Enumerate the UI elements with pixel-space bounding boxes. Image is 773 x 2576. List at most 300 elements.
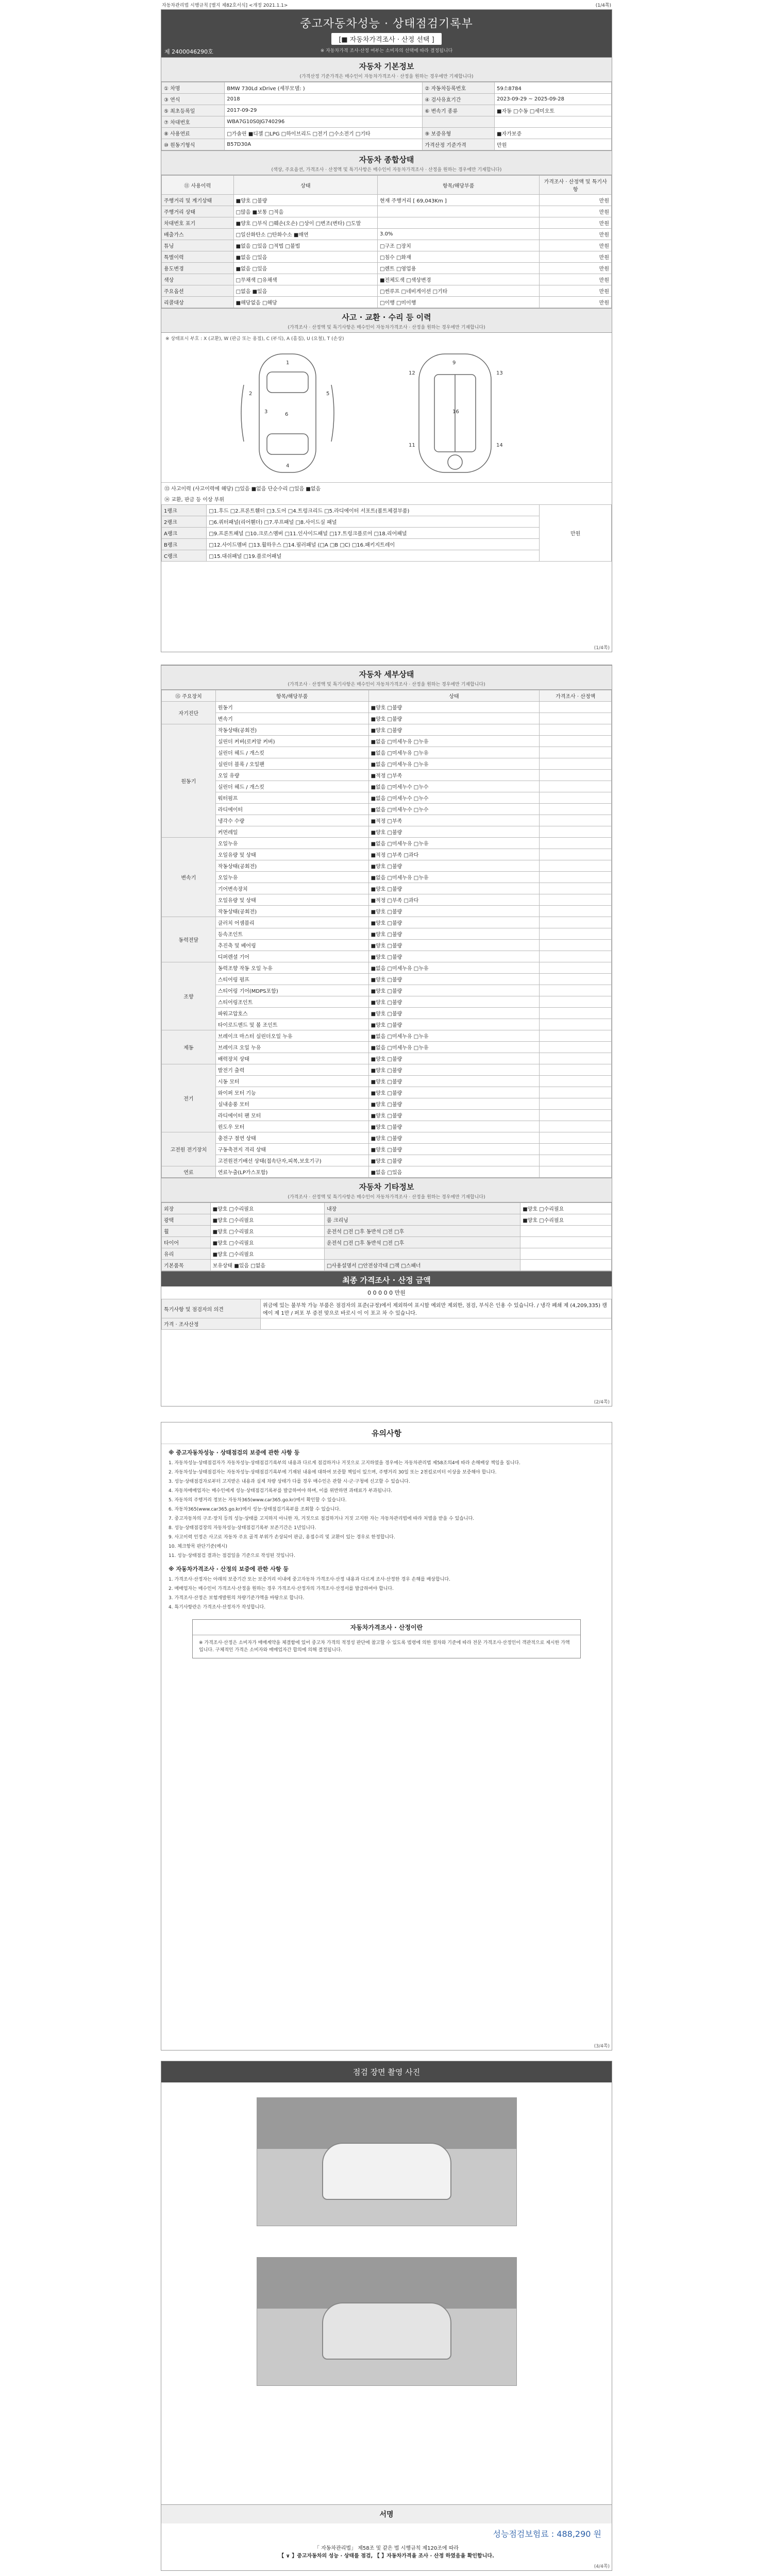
overall-item-state: □없음 ■있음 [233, 285, 377, 297]
detail-price [540, 838, 612, 849]
opinion-label: 특기사항 및 점검자의 의견 [162, 1299, 261, 1318]
part-number-12: 12 [409, 370, 415, 376]
detail-item: 윈도우 모터 [215, 1121, 368, 1132]
overall-row [162, 217, 612, 229]
detail-row [162, 940, 612, 951]
rank-row [162, 505, 612, 516]
overall-row [162, 206, 612, 217]
detail-price [540, 804, 612, 815]
detail-state: ■양호 □불량 [368, 1144, 540, 1155]
basic-label [423, 116, 495, 128]
detail-item: 오일유량 및 상태 [215, 894, 368, 906]
law-line-1: 「 자동차관리법」 제58조 및 같은 법 시행규칙 제120조에 따라 [314, 2546, 459, 2551]
detail-row [162, 770, 612, 781]
detail-price [540, 1053, 612, 1064]
detail-item: 기어변속장치 [215, 883, 368, 894]
etc-row [162, 1203, 612, 1214]
detail-item: 스티어링 기어(MDPS포함) [215, 985, 368, 996]
basic-value: 2018 [225, 94, 423, 105]
basic-row [162, 116, 612, 128]
detail-item: 디퍼렌셜 기어 [215, 951, 368, 962]
detail-row [162, 1076, 612, 1087]
detail-item: 오일누유 [215, 872, 368, 883]
overall-item-state: ■양호 □불량 [233, 195, 377, 206]
etc-cell [520, 1248, 612, 1260]
detail-state: ■양호 □불량 [368, 1098, 540, 1110]
detail-price [540, 928, 612, 940]
basic-label: ② 자동차등록번호 [423, 82, 495, 94]
detail-state: ■양호 □불량 [368, 1132, 540, 1144]
etc-title: 자동차 기타정보 [161, 1178, 612, 1193]
detail-state: ■없음 □미세누수 □누수 [368, 804, 540, 815]
detail-row [162, 1098, 612, 1110]
basic-value: 2017-09-29 [225, 105, 423, 116]
detail-row [162, 985, 612, 996]
detail-group-name: 전기 [162, 1064, 216, 1132]
detail-item: 실린더 헤드 / 개스킷 [215, 747, 368, 758]
overall-item-name: 주요옵션 [162, 285, 234, 297]
price-definition-text: ※ 가격조사·산정은 소비자가 매매계약을 체결함에 있어 중고차 가격의 적정성 판단에 참고할 수 있도록 법령에 의한 절차와 기준에 따라 전문 가격조사·산정인이 객관적으로 제시한 가액입니다. 구체적인 가격은 소비자와 매매업자간 합의에 의해 결정됩니다. [199, 1640, 570, 1653]
detail-state: ■양호 □불량 [368, 826, 540, 838]
detail-row [162, 1155, 612, 1166]
detail-state: ■없음 □미세누수 □누수 [368, 792, 540, 804]
detail-row [162, 1132, 612, 1144]
insurance-fee-label: 성능점검보험료 : [493, 2529, 554, 2539]
detail-subtitle: (가격조사 · 산정액 및 특기사항은 매수인이 자동차가격조사 · 산정을 원하는 경우에만 기재합니다) [161, 681, 612, 690]
overall-item-detail: □이행 □미이행 [378, 297, 540, 308]
etc-row [162, 1260, 612, 1271]
page-3-number: (3/4쪽) [594, 2044, 610, 2049]
detail-row [162, 894, 612, 906]
detail-row [162, 826, 612, 838]
detail-row [162, 1110, 612, 1121]
part-number-4: 4 [286, 463, 290, 469]
overall-item-detail [378, 206, 540, 217]
page-2-number: (2/4쪽) [594, 1400, 610, 1405]
detail-title: 자동차 세부상태 [161, 665, 612, 681]
detail-state: ■양호 □불량 [368, 1087, 540, 1098]
final-amount: 0 0 0 0 0 만원 [367, 1290, 406, 1296]
detail-state: ■양호 □불량 [368, 1064, 540, 1076]
detail-row [162, 849, 612, 860]
basic-label: ③ 연식 [162, 94, 225, 105]
notice-item: 7. 중고자동차의 구조·장치 등의 성능·상태를 고지하지 아니한 자, 거짓으로 점검하거나 거짓 고지한 자는 자동차관리법에 따라 처벌을 받을 수 있습니다. [169, 1516, 475, 1521]
notice-item: 1. 자동차성능·상태점검자가 자동차성능·상태점검기록부의 내용과 다르게 점검하거나 거짓으로 고지하였을 경우에는 자동차관리법 제58조의4에 따라 손해배상 책임을 집니다. [169, 1461, 520, 1466]
notice-item: 8. 성능·상태점검장의 자동차성능·상태점검기록부 보존기간은 1년입니다. [169, 1526, 316, 1531]
detail-row [162, 792, 612, 804]
document-title: 중고자동차성능 · 상태점검기록부 [300, 18, 473, 30]
detail-item: 커먼레일 [215, 826, 368, 838]
part-number-11: 11 [409, 443, 415, 448]
detail-price [540, 1166, 612, 1178]
rank-parts: □9.프론트패널 □10.크로스멤버 □11.인사이드패널 □17.트렁크플로어 □18.리어패널 [207, 528, 540, 539]
overall-header-row [162, 176, 612, 195]
overall-item-detail: 3.0% [378, 229, 540, 240]
detail-state: ■양호 □불량 [368, 996, 540, 1008]
overall-item-name: 리콜대상 [162, 297, 234, 308]
detail-row [162, 872, 612, 883]
detail-price [540, 1008, 612, 1019]
etc-cell: 외장 [162, 1203, 211, 1214]
overall-item-state: ■없음 □있음 □적법 □불법 [233, 240, 377, 251]
etc-cell [520, 1226, 612, 1237]
detail-group-name: 제동 [162, 1030, 216, 1064]
basic-value: ■자가보증 [495, 128, 612, 139]
detail-item: 와이퍼 모터 기능 [215, 1087, 368, 1098]
detail-item: 타이로드엔드 및 볼 조인트 [215, 1019, 368, 1030]
detail-item: 오일누유 [215, 838, 368, 849]
page-3 [161, 1422, 612, 2050]
detail-state: ■없음 □미세누유 □누유 [368, 1042, 540, 1053]
rank-label: A랭크 [162, 528, 207, 539]
law-line-2: 【 ∨ 】중고자동차의 성능 · 상태를 점검, 【 】자동차가격을 조사 · 산정 하였음을 확인합니다. [279, 2553, 494, 2559]
detail-row [162, 838, 612, 849]
insurance-fee-value: 488,290 원 [557, 2529, 601, 2539]
overall-item-state: □많음 ■보통 □적음 [233, 206, 377, 217]
notice-item: 6. 자동차365(www.car365.go.kr)에서 성능·상태점검기록부를 조회할 수 있습니다. [169, 1507, 341, 1512]
final-title: 최종 가격조사 · 산정 금액 [161, 1271, 612, 1286]
detail-group-name: 연료 [162, 1166, 216, 1178]
accident-subtitle: (가격조사 · 산정액 및 특기사항은 매수인이 자동차가격조사 · 산정을 원하는 경우에만 기재합니다) [161, 324, 612, 333]
part-number-14: 14 [496, 443, 503, 448]
detail-item: 시동 모터 [215, 1076, 368, 1087]
etc-subtitle: (가격조사 · 산정액 및 특기사항은 매수인이 자동차가격조사 · 산정을 원하는 경우에만 기재합니다) [161, 1193, 612, 1202]
notice-head-1: ※ 중고자동차성능 · 상태점검의 보증에 관한 사항 등 [169, 1449, 300, 1456]
detail-price [540, 1076, 612, 1087]
page-1 [161, 9, 612, 652]
notice-item: 2. 매매업자는 매수인이 가격조사·산정을 원하는 경우 가격조사·산정자의 가격조사·산정서를 발급하여야 합니다. [169, 1586, 394, 1591]
etc-cell: ■양호 □수리필요 [520, 1214, 612, 1226]
windshield-rear [267, 434, 308, 454]
overall-item-name: 색상 [162, 274, 234, 285]
detail-item: 고전원전기배선 상태(접속단자,피복,보호기구) [215, 1155, 368, 1166]
detail-state: ■없음 □미세누유 □누유 [368, 872, 540, 883]
overall-item-state: □무채색 □유채색 [233, 274, 377, 285]
etc-cell: 타이어 [162, 1237, 211, 1248]
detail-state: ■없음 □미세누유 □누유 [368, 736, 540, 747]
rank-parts: □6.쿼터패널(리어휀더) □7.루프패널 □8.사이드실 패널 [207, 516, 540, 528]
basic-label: ⑨ 보증유형 [423, 128, 495, 139]
detail-price [540, 758, 612, 770]
basic-label: ⑦ 차대번호 [162, 116, 225, 128]
detail-row [162, 815, 612, 826]
car-diagram [161, 344, 612, 483]
detail-state: ■양호 □불량 [368, 1076, 540, 1087]
detail-row [162, 1144, 612, 1155]
part-number-2: 2 [249, 391, 253, 397]
overall-item-state: ■해당없음 □해당 [233, 297, 377, 308]
etc-cell: ■양호 □수리필요 [210, 1226, 324, 1237]
detail-item: 라디에이터 팬 모터 [215, 1110, 368, 1121]
etc-row [162, 1248, 612, 1260]
notice-item: 10. 체크항목 판단기준(예시) [169, 1544, 227, 1549]
document-header [161, 10, 612, 57]
detail-state: ■양호 □불량 [368, 917, 540, 928]
detail-state: ■양호 □불량 [368, 928, 540, 940]
detail-item: 브레이크 오일 누유 [215, 1042, 368, 1053]
detail-price [540, 883, 612, 894]
detail-group-name: 조향 [162, 962, 216, 1030]
page-2 [161, 665, 612, 1406]
basic-info-title: 자동차 기본정보 [161, 57, 612, 73]
insurance-fee [161, 2523, 612, 2544]
detail-price [540, 917, 612, 928]
notice-item: 3. 성능·상태점검자로부터 고지받은 내용과 실제 차량 상태가 다를 경우 매수인은 관할 시·군·구청에 신고할 수 있습니다. [169, 1479, 410, 1484]
detail-state: ■양호 □불량 [368, 724, 540, 736]
overall-item-detail: □썬루프 □네비게이션 □기타 [378, 285, 540, 297]
detail-item: 실린더 헤드 / 개스킷 [215, 781, 368, 792]
detail-price [540, 940, 612, 951]
detail-state: ■양호 □불량 [368, 1121, 540, 1132]
page-1-number: (1/4쪽) [594, 646, 610, 651]
notice-item: 2. 자동차성능·상태점검자는 자동차성능·상태점검기록부에 기재된 내용에 대하여 보증할 책임이 있으며, 주행거리 30일 또는 2천킬로미터 이상을 보증해야 합니다. [169, 1470, 497, 1475]
detail-price [540, 894, 612, 906]
detail-group-name: 자기진단 [162, 702, 216, 724]
etc-cell: 휠 [162, 1226, 211, 1237]
basic-value [495, 116, 612, 128]
part-number-13: 13 [496, 370, 503, 376]
detail-price [540, 815, 612, 826]
detail-header: 항목/해당부품 [215, 690, 368, 702]
basic-value: □가솔린 ■디젤 □LPG □하이브리드 □전기 □수소전기 □기타 [225, 128, 423, 139]
detail-price [540, 974, 612, 985]
detail-state: ■양호 □불량 [368, 940, 540, 951]
overall-row [162, 274, 612, 285]
rank-parts: □12.사이드멤버 □13.휠하우스 □14.필러패널 (□A □B □C) □16.패키지트레이 [207, 539, 540, 550]
detail-item: 변속기 [215, 713, 368, 724]
price-definition-box [192, 1619, 581, 1658]
detail-item: 스티어링조인트 [215, 996, 368, 1008]
detail-row [162, 781, 612, 792]
basic-label: ⑥ 변속기 종류 [423, 105, 495, 116]
detail-row [162, 1008, 612, 1019]
detail-state: ■양호 □불량 [368, 1008, 540, 1019]
part-number-9: 9 [452, 360, 456, 366]
notice-item: 4. 특기사항란은 가격조사·산정자가 작성합니다. [169, 1605, 266, 1610]
detail-price [540, 1087, 612, 1098]
rank-parts: □15.대쉬패널 □19.플로어패널 [207, 550, 540, 562]
detail-price [540, 702, 612, 713]
detail-state: ■양호 □불량 [368, 985, 540, 996]
detail-item: 동력조향 작동 오일 누유 [215, 962, 368, 974]
rank-label: C랭크 [162, 550, 207, 562]
notice-item: 5. 자동차의 주행거리 정보는 자동차365(www.car365.go.kr)에서 확인할 수 있습니다. [169, 1498, 347, 1503]
detail-item: 클러치 어셈블리 [215, 917, 368, 928]
detail-row [162, 1166, 612, 1178]
basic-value: WBA7G10S0JG740296 [225, 116, 423, 128]
etc-table [161, 1202, 612, 1271]
detail-state: ■적정 □부족 □과다 [368, 894, 540, 906]
document-subtitle: [■ 자동차가격조사 · 산정 선택 ] [331, 33, 441, 45]
detail-price [540, 1121, 612, 1132]
detail-item: 구동축전지 격리 상태 [215, 1144, 368, 1155]
detail-state: ■양호 □불량 [368, 906, 540, 917]
rank-label: 2랭크 [162, 516, 207, 528]
notice-item: 4. 자동차매매업자는 매수인에게 성능·상태점검기록부를 발급하여야 하며, 이를 위반하면 과태료가 부과됩니다. [169, 1488, 393, 1494]
notice-title: 유의사항 [161, 1422, 612, 1444]
detail-header: 상태 [368, 690, 540, 702]
detail-state: ■양호 □불량 [368, 951, 540, 962]
overall-item-name: 튜닝 [162, 240, 234, 251]
detail-state: ■없음 □미세누유 □누유 [368, 838, 540, 849]
part-number-1: 1 [286, 360, 290, 366]
page-4 [161, 2061, 612, 2571]
page-indicator: (1/4쪽) [595, 3, 611, 8]
overall-header: 가격조사 · 산정액 및 특기사항 [540, 176, 612, 195]
basic-label: ⑧ 사용연료 [162, 128, 225, 139]
detail-price [540, 962, 612, 974]
detail-state: ■양호 □불량 [368, 974, 540, 985]
detail-price [540, 951, 612, 962]
overall-item-detail: ■전체도색 □색상변경 [378, 274, 540, 285]
overall-item-detail: 현재 주행거리 [ 69,043Km ] [378, 195, 540, 206]
detail-price [540, 985, 612, 996]
detail-row [162, 1042, 612, 1053]
overall-status-table [161, 175, 612, 308]
etc-row [162, 1226, 612, 1237]
detail-row [162, 747, 612, 758]
etc-cell: ■양호 □수리필요 [210, 1237, 324, 1248]
overall-item-price: 만원 [540, 274, 612, 285]
detail-item: 파워고압호스 [215, 1008, 368, 1019]
accident-legend: ※ 상태표시 부호 : X (교환), W (판금 또는 용접), C (부식), A (흠집), U (요철), T (손상) [165, 336, 344, 342]
detail-price [540, 996, 612, 1008]
overall-item-price: 만원 [540, 251, 612, 263]
detail-state: ■없음 □미세누유 □누유 [368, 962, 540, 974]
basic-row [162, 82, 612, 94]
detail-row [162, 962, 612, 974]
detail-row [162, 1121, 612, 1132]
etc-cell: 운전석 □전 □후 동반석 □전 □후 [324, 1226, 520, 1237]
basic-label: 가격산정 기준가격 [423, 139, 495, 150]
detail-item: 브레이크 마스터 실린더오일 누유 [215, 1030, 368, 1042]
detail-price [540, 906, 612, 917]
basic-row [162, 139, 612, 150]
detail-item: 등속조인트 [215, 928, 368, 940]
basic-value: 59소8784 [495, 82, 612, 94]
etc-cell: ■양호 □수리필요 [210, 1214, 324, 1226]
overall-row [162, 195, 612, 206]
overall-row [162, 229, 612, 240]
overall-row [162, 297, 612, 308]
notice-item: 1. 가격조사·산정자는 아래의 보증기간 또는 보증거리 이내에 중고자동차 가격조사·산정 내용과 다르게 조사·산정한 경우 손해를 배상합니다. [169, 1577, 450, 1582]
rank-table [161, 504, 612, 562]
detail-item: 추진축 및 베어링 [215, 940, 368, 951]
detail-group-name: 고전원 전기장치 [162, 1132, 216, 1166]
etc-cell: 룸 크리닝 [324, 1214, 520, 1226]
detail-table [161, 690, 612, 1178]
overall-item-name: 주행거리 및 계기상태 [162, 195, 234, 206]
price-definition-title: 자동차가격조사 · 산정이란 [193, 1620, 580, 1635]
frame-rear-circle [448, 455, 462, 469]
frame-damage-label: ⑭ 교환, 판금 등 이상 부위 [164, 497, 225, 503]
detail-state: ■양호 □불량 [368, 702, 540, 713]
detail-row [162, 1019, 612, 1030]
detail-price [540, 713, 612, 724]
car-side-left [241, 385, 244, 442]
detail-row [162, 1087, 612, 1098]
detail-row [162, 883, 612, 894]
rank-label: 1랭크 [162, 505, 207, 516]
detail-price [540, 1064, 612, 1076]
overall-item-detail: □렌트 □영업용 [378, 263, 540, 274]
basic-row [162, 128, 612, 139]
overall-header: ⑪ 사용이력 [162, 176, 234, 195]
detail-item: 오일 유량 [215, 770, 368, 781]
car-side-right [331, 385, 334, 442]
etc-cell: 내장 [324, 1203, 520, 1214]
overall-item-price: 만원 [540, 206, 612, 217]
overall-item-price: 만원 [540, 195, 612, 206]
detail-item: 작동상태(공회전) [215, 906, 368, 917]
overall-item-price: 만원 [540, 240, 612, 251]
detail-price [540, 1155, 612, 1166]
part-number-16: 16 [452, 409, 459, 415]
overall-item-name: 특별이력 [162, 251, 234, 263]
detail-header: 가격조사 · 산정액 [540, 690, 612, 702]
price-label: 가격 · 조사산정 [162, 1318, 261, 1330]
detail-price [540, 792, 612, 804]
basic-label: ⑩ 원동기형식 [162, 139, 225, 150]
detail-state: ■양호 □불량 [368, 1110, 540, 1121]
overall-item-detail: □구조 □장치 [378, 240, 540, 251]
detail-item: 작동상태(공회전) [215, 724, 368, 736]
detail-row [162, 736, 612, 747]
detail-state: ■적정 □부족 [368, 770, 540, 781]
document-number: 제 2400046290호 [164, 48, 213, 55]
detail-price [540, 736, 612, 747]
detail-price [540, 747, 612, 758]
etc-cell: 기본품목 [162, 1260, 211, 1271]
overall-item-price: 만원 [540, 229, 612, 240]
detail-state: ■양호 □불량 [368, 1019, 540, 1030]
windshield-front [267, 372, 308, 393]
etc-cell: 유리 [162, 1248, 211, 1260]
etc-cell: □사용설명서 □안전삼각대 □잭 □스패너 [324, 1260, 520, 1271]
overall-item-detail [378, 217, 540, 229]
detail-state: ■양호 □불량 [368, 883, 540, 894]
detail-row [162, 974, 612, 985]
basic-label: ① 차명 [162, 82, 225, 94]
detail-state: ■없음 □미세누수 □누수 [368, 781, 540, 792]
detail-row [162, 951, 612, 962]
basic-value: 만원 [495, 139, 612, 150]
notice-item: 3. 가격조사·산정은 보험개발원의 차량기준가액을 바탕으로 합니다. [169, 1596, 305, 1601]
form-reference [161, 2, 612, 9]
final-table [161, 1299, 612, 1330]
overall-item-name: 배출가스 [162, 229, 234, 240]
detail-state: ■없음 □미세누유 □누유 [368, 1030, 540, 1042]
detail-row [162, 1064, 612, 1076]
detail-price [540, 1144, 612, 1155]
detail-item: 충전구 절연 상태 [215, 1132, 368, 1144]
basic-label: ④ 검사유효기간 [423, 94, 495, 105]
basic-value: B57D30A [225, 139, 423, 150]
rank-label: B랭크 [162, 539, 207, 550]
basic-row [162, 105, 612, 116]
etc-row [162, 1214, 612, 1226]
detail-item: 워터펌프 [215, 792, 368, 804]
etc-cell: 광택 [162, 1214, 211, 1226]
overall-item-state: ■없음 □있음 [233, 251, 377, 263]
detail-row [162, 928, 612, 940]
detail-row [162, 724, 612, 736]
overall-header: 항목/해당부품 [378, 176, 540, 195]
etc-cell [520, 1260, 612, 1271]
detail-state: ■양호 □불량 [368, 860, 540, 872]
overall-item-name: 주행거리 상태 [162, 206, 234, 217]
detail-row [162, 906, 612, 917]
